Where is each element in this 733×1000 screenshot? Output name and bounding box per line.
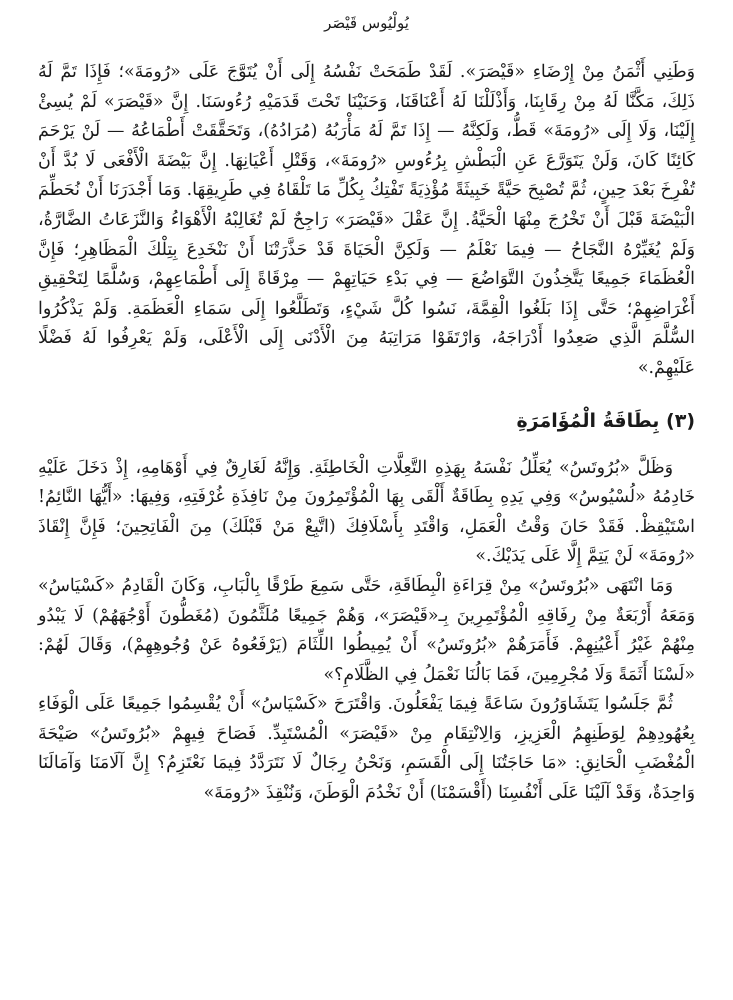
book-page: [38, 0, 695, 1000]
section-heading: (٣) بِطَاقَةُ الْمُؤَامَرَةِ: [516, 409, 695, 432]
paragraph-speech-continuation: وَطَنِي أَثْمَنُ مِنْ إِرْضَاءِ «قَيْصَرَ». لَقَدْ طَمَحَتْ نَفْسُهُ إِلَى أَنْ يُتَوَّجَ عَلَى «رُومَةَ»؛ فَإِذَا تَمَّ لَهُ ذَلِكَ، مَكَّنَّا لَهُ مِنْ رِقَابِنَا، وَأَذْلَلْنَا لَهُ أَعْنَاقَنَا، وَحَنَيْنَا تَحْتَ قَدَمَيْهِ رُءُوسَنَا. إِنَّ «قَيْصَرَ» لَمْ يُسِئْ إِلَيْنَا، وَلَا إِلَى «رُومَةَ» قَطُّ، وَلَكِنَّهُ — إِذَا تَمَّ لَهُ مَأْرَبُهُ (مُرَادُهُ)، وَتَحَقَّقَتْ أَطْمَاعُهُ — لَنْ يَرْحَمَ كَائِنًا كَانَ، وَلَنْ يَتَوَرَّعَ عَنِ الْبَطْشِ بِرُءُوسِ «رُومَةَ»، وَقَتْلِ أَعْيَانِهَا. إِنَّ بَيْضَةَ الْأَفْعَى لَا بُدَّ أَنْ تُفْرِخَ بَعْدَ حِينٍ، ثُمَّ تُصْبِحَ حَيَّةً خَبِيثَةً مُؤْذِيَةً تَفْتِكُ بِكُلِّ مَا تَلْقَاهُ فِي طَرِيقِهَا. وَمَا أَجْدَرَنَا أَنْ نُحَطِّمَ الْبَيْضَةَ قَبْلَ أَنْ تَخْرُجَ مِنْهَا الْحَيَّةُ. إِنَّ عَقْلَ «قَيْصَرَ» رَاجِحٌ لَمْ تُغَالِبْهُ الْأَهْوَاءُ وَالنَّزَعَاتُ الضَّارَّةُ، وَلَمْ يُغَيِّرْهُ النَّجَاحُ — فِيمَا نَعْلَمُ — وَلَكِنَّ الْحَيَاةَ قَدْ حَذَّرَتْنَا أَنْ نَنْخَدِعَ بِتِلْكَ الْمَظَاهِرِ؛ فَإِنَّ الْعُظَمَاءَ جَمِيعًا يَتَّخِذُونَ التَّوَاضُعَ — فِي بَدْءِ حَيَاتِهِمْ — مِرْقَاةً إِلَى أَطْمَاعِهِمْ، وَسُلَّمًا لِتَحْقِيقِ أَغْرَاضِهِمْ؛ حَتَّى إِذَا بَلَغُوا الْقِمَّةَ، نَسُوا كُلَّ شَيْءٍ، وَتَطَلَّعُوا إِلَى سَمَاءِ الْعَظَمَةِ. وَلَمْ يَذْكُرُوا السُّلَّمَ الَّذِي صَعِدُوا أَدْرَاجَهُ، وَارْتَقَوْا مَرَاتِبَهُ مِنَ الْأَدْنَى إِلَى الْأَعْلَى، وَلَمْ يَعْرِفُوا لَهُ فَضْلًا عَلَيْهِمْ.»: [38, 62, 695, 378]
paragraph-card: وَظَلَّ «بُرُوتَسُ» يُعَلِّلُ نَفْسَهُ بِهَذِهِ التَّعِلَّاتِ الْخَاطِئَةِ. وَإِنَّهُ لَغَارِقٌ فِي أَوْهَامِهِ، إِذْ دَخَلَ عَلَيْهِ خَادِمُهُ «لُسْيُوسُ» وَفِي يَدِهِ بِطَاقَةٌ أَلْقَى بِهَا الْمُؤْتَمِرُونَ مِنْ نَافِذَةِ غُرْفَتِهِ، وَفِيهَا: «أَيُّهَا النَّائِمُ! اسْتَيْقِظْ. فَقَدْ حَانَ وَقْتُ الْعَمَلِ، وَاقْتَدِ بِأَسْلَافِكَ (اتَّبِعْ مَنْ قَبْلَكَ) مِنَ الْفَاتِحِينَ؛ فَإِنَّ إِنْقَاذَ «رُومَةَ» لَنْ يَتِمَّ إِلَّا عَلَى يَدَيْكَ.»: [38, 457, 695, 567]
paragraph-oath: ثُمَّ جَلَسُوا يَتَشَاوَرُونَ سَاعَةً فِيمَا يَفْعَلُونَ. وَاقْتَرَحَ «كَسْيَاسُ» أَنْ يُقْسِمُوا جَمِيعًا عَلَى الْوَفَاءِ بِعُهُودِهِمْ لِوَطَنِهِمُ الْعَزِيزِ، وَالِانْتِقَامِ مِنْ «قَيْصَرَ» الْمُسْتَبِدِّ. فَصَاحَ فِيهِمْ «بُرُوتَسُ» صَيْحَةَ الْمُغْضَبِ الْحَانِقِ: «مَا حَاجَتُنَا إِلَى الْقَسَمِ، وَنَحْنُ رِجَالٌ لَا نَتَرَدَّدُ فِيمَا نَعْتَزِمُ؟ إِنَّ آلَامَنَا وَآمَالَنَا وَاحِدَةٌ، وَقَدْ آلَيْنَا عَلَى أَنْفُسِنَا (أَقْسَمْنَا) أَنْ نَخْدُمَ الْوَطَنَ، وَنُنْقِذَ «رُومَةَ»: [38, 694, 695, 804]
running-head: يُولْيُوس قَيْصَر: [324, 14, 409, 32]
paragraph-visitors: وَمَا انْتَهَى «بُرُوتَسُ» مِنْ قِرَاءَةِ الْبِطَاقَةِ، حَتَّى سَمِعَ طَرْقًا بِالْبَابِ، وَكَانَ الْقَادِمُ «كَسْيَاسُ» وَمَعَهُ أَرْبَعَةٌ مِنْ رِفَاقِهِ الْمُؤْتَمِرِينَ بِـ«قَيْصَرَ»، وَهُمْ جَمِيعًا مُلَثَّمُونَ (مُغَطُّونَ أَوْجُهَهُمْ) لَا يَبْدُو مِنْهُمْ غَيْرُ أَعْيُنِهِمْ. فَأَمَرَهُمْ «بُرُوتَسُ» أَنْ يُمِيطُوا اللِّثَامَ (يَرْفَعُوهُ عَنْ وُجُوهِهِمْ)، وَقَالَ لَهُمْ: «لَسْنَا أَثَمَةً وَلَا مُجْرِمِينَ، فَمَا بَالُنَا نَعْمَلُ فِي الظَّلَامِ؟»: [38, 575, 695, 685]
